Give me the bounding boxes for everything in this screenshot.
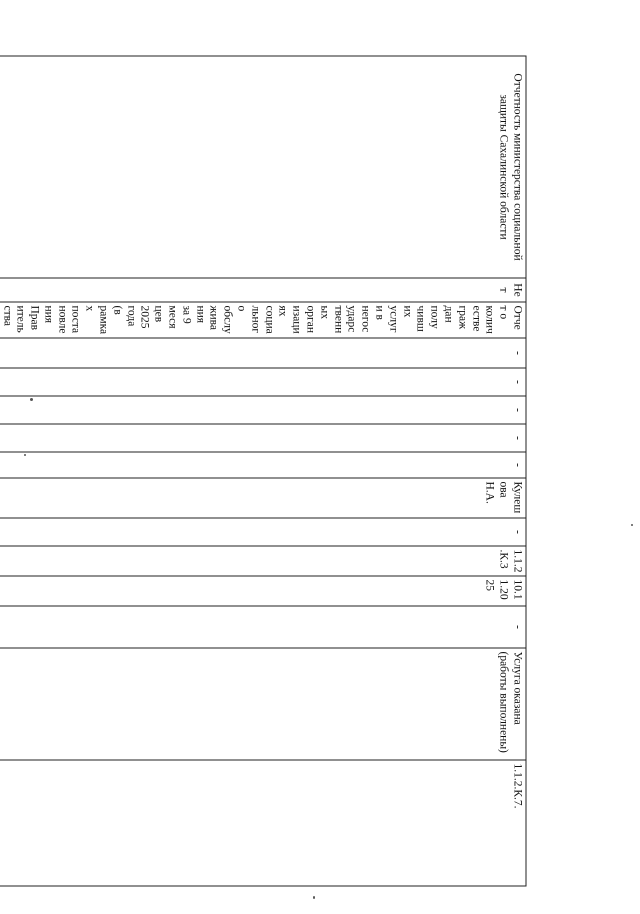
rotated-table-frame [1, 56, 527, 886]
cell-c6: - [0, 518, 526, 546]
cell-c3: - [0, 606, 526, 648]
cell-document: Отчет о количестве граждан получивших услуги в негосударственных организациях социального обслуживания за 9 месяцев 2025 года (в рамках постановления Правительства [0, 302, 526, 338]
cell-c9: - [0, 424, 526, 452]
cell-c10: - [0, 396, 526, 424]
cell-c8: - [0, 452, 526, 478]
cell-responsible: Кулешова Н.А. [0, 478, 526, 518]
cell-c12: - [0, 338, 526, 368]
cell-num: 1.1.2.К.7. [0, 760, 526, 886]
scan-speck [24, 454, 26, 456]
cell-code: 1.1.2.К.3 [0, 546, 526, 576]
plan-table [0, 56, 527, 887]
scan-speck [30, 398, 33, 401]
cell-event: Услуга оказана (работы выполнены) [0, 648, 526, 760]
table-row [0, 56, 526, 886]
scan-speck [631, 524, 633, 526]
scan-speck [313, 896, 315, 899]
cell-date: 10.11.2025 [0, 576, 526, 606]
cell-source: Отчетность министерства социальной защиты Сахалинской области [0, 56, 526, 278]
cell-c11: - [0, 368, 526, 396]
cell-flag: Нет [0, 278, 526, 302]
